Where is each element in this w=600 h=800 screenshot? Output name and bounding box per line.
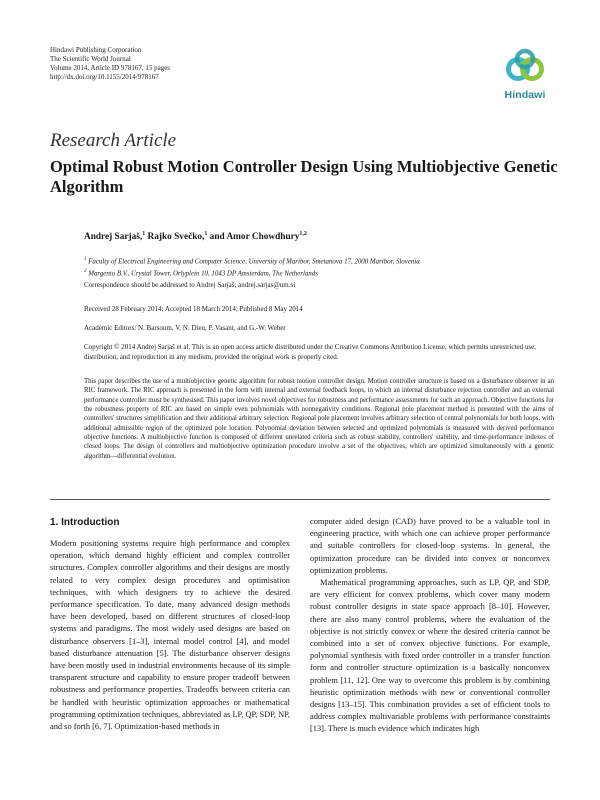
editors: Academic Editors: N. Barsoum, V. N. Dieu, P. Vasant, and G.-W. Weber: [84, 324, 286, 332]
author-name: Andrej Sarjaš,: [84, 232, 143, 243]
body-column-right: [310, 516, 550, 736]
journal-line: The Scientific World Journal: [50, 55, 131, 63]
dates: Received 28 February 2014; Accepted 18 March 2014; Published 8 May 2014: [84, 305, 303, 313]
journal-header: [50, 46, 170, 82]
affiliation-text: Margento B.V., Crystal Tower, Orlyplein 10, 1043 DP Amsterdam, The Netherlands: [86, 270, 318, 278]
hindawi-logo: [498, 48, 552, 104]
affiliation-item: [84, 255, 564, 267]
copyright: Copyright © 2014 Andrej Sarjaš et al. This is an open access article distributed under the Creative Commons Attribution License, which permits unrestricted use, distribution, and reproduction in any medium, provided the original work is properly cited.: [84, 343, 536, 361]
affiliation-sup: 1: [84, 257, 87, 262]
logo-text: Hindawi: [504, 89, 546, 101]
author-name: and Amor Chowdhury: [207, 232, 300, 243]
author-affil-sup: 1,2: [299, 231, 307, 237]
affiliations: [84, 255, 564, 279]
body-paragraph: Mathematical programming approaches, such as LP, QP, and SDP, are very efficient for convex problems, which cover many modern robust controller designs in state space approach [8–10]. However, there are also many control problems, where the evaluation of the objective is not strictly convex or where the desired criteria cannot be combined into a set of convex objective functions. For example, polynomial synthesis with fixed order controller in a transfer function form and controller structure optimization is a basically nonconvex problem [11, 12]. One way to overcome this problem is by combining heuristic optimization methods with new or conventional controller designs [13–15]. This combination provides a set of efficient tools to address complex multivariable problems with performance constraints [13]. There is much evidence which indicates high: [310, 578, 550, 734]
abstract: This paper describes the use of a multiobjective genetic algorithm for robust motion controller design. Motion controller structure is based on a disturbance observer in an RIC framework. The RIC approach is presented in the form with internal and external feedback loops, in which an internal disturbance rejection controller and an external performance controller must be synthesised. This paper involves novel objectives for robustness and performance assessments for such an approach. Objective functions for the robustness property of RIC are based on simple even polynomials with nonnegativity conditions. Regional pole placement method is presented with the aims of controllers' structures simplification and their additional arbitrary selection. Regional pole placement involves arbitrary selection of central polynomials for both loops, with additional admissible region of the optimized pole location. Polynomial deviation between selected and optimized polynomials is measured with derived performance objective functions. A multiobjective function is composed of different unrelated criteria such as robust stability, controllers' stability, and time-performance indexes of closed loops. The design of controllers and multiobjective optimization procedure involve a set of the objectives, which are optimized simultaneously with a genetic algorithm—differential evolution.: [84, 378, 554, 460]
affiliation-text: Faculty of Electrical Engineering and Computer Science, University of Maribor, Smetanova 17, 2000 Maribor, Slovenia: [86, 258, 420, 266]
volume-line: Volume 2014, Article ID 978167, 15 pages: [50, 64, 171, 72]
author-name: Rajko Svečko,: [145, 232, 205, 243]
hindawi-logo-icon: [505, 48, 545, 88]
correspondence: Correspondence should be addressed to Andrej Sarjaš; andrej.sarjas@um.si: [84, 281, 296, 289]
body-paragraph: Modern positioning systems require high performance and complex operation, which demand highly efficient and complex controller structures. Complex controller algorithms and their designs are mostly related to very complex design procedures and optimisation techniques, with which designers try to achieve the desired performance specification. To date, many advanced design methods have been developed, based on different structures of closed-loop systems and paradigms. The most widely used designs are based on disturbance observers [1–3], internal model control [4], and model based disturbance attenuation [5]. The disturbance observer designs have been mostly used in industrial environments because of its simple transparent structure and capability to ensure proper tradeoff between robustness and performance properties. Tradeoffs between criteria can be handled with heuristic optimization approaches or mathematical programming optimization techniques, abbreviated as LP, QP, SDP, NP, and so forth [6, 7]. Optimization-based methods in: [50, 539, 290, 732]
article-title: Optimal Robust Motion Controller Design Using Multiobjective Genetic Algorithm: [50, 157, 558, 196]
affiliation-item: [84, 267, 564, 279]
affiliation-sup: 2: [84, 268, 87, 274]
author-affil-sup: 1: [204, 231, 208, 237]
publisher-line: Hindawi Publishing Corporation: [50, 46, 142, 54]
section-divider: [50, 499, 550, 500]
author-list: [84, 231, 307, 242]
author-affil-sup: 1: [142, 231, 146, 237]
body-paragraph: computer aided design (CAD) have proved to be a valuable tool in engineering practice, with which one can achieve proper performance and suitable controllers for closed-loop systems. In general, the optimization procedure can be divided into convex or nonconvex optimization problems.: [310, 517, 550, 575]
body-column-left: [50, 538, 290, 733]
article-type: Research Article: [50, 130, 177, 151]
doi-link[interactable]: http://dx.doi.org/10.1155/2014/978167: [50, 73, 159, 81]
section-heading: 1. Introduction: [50, 517, 120, 528]
